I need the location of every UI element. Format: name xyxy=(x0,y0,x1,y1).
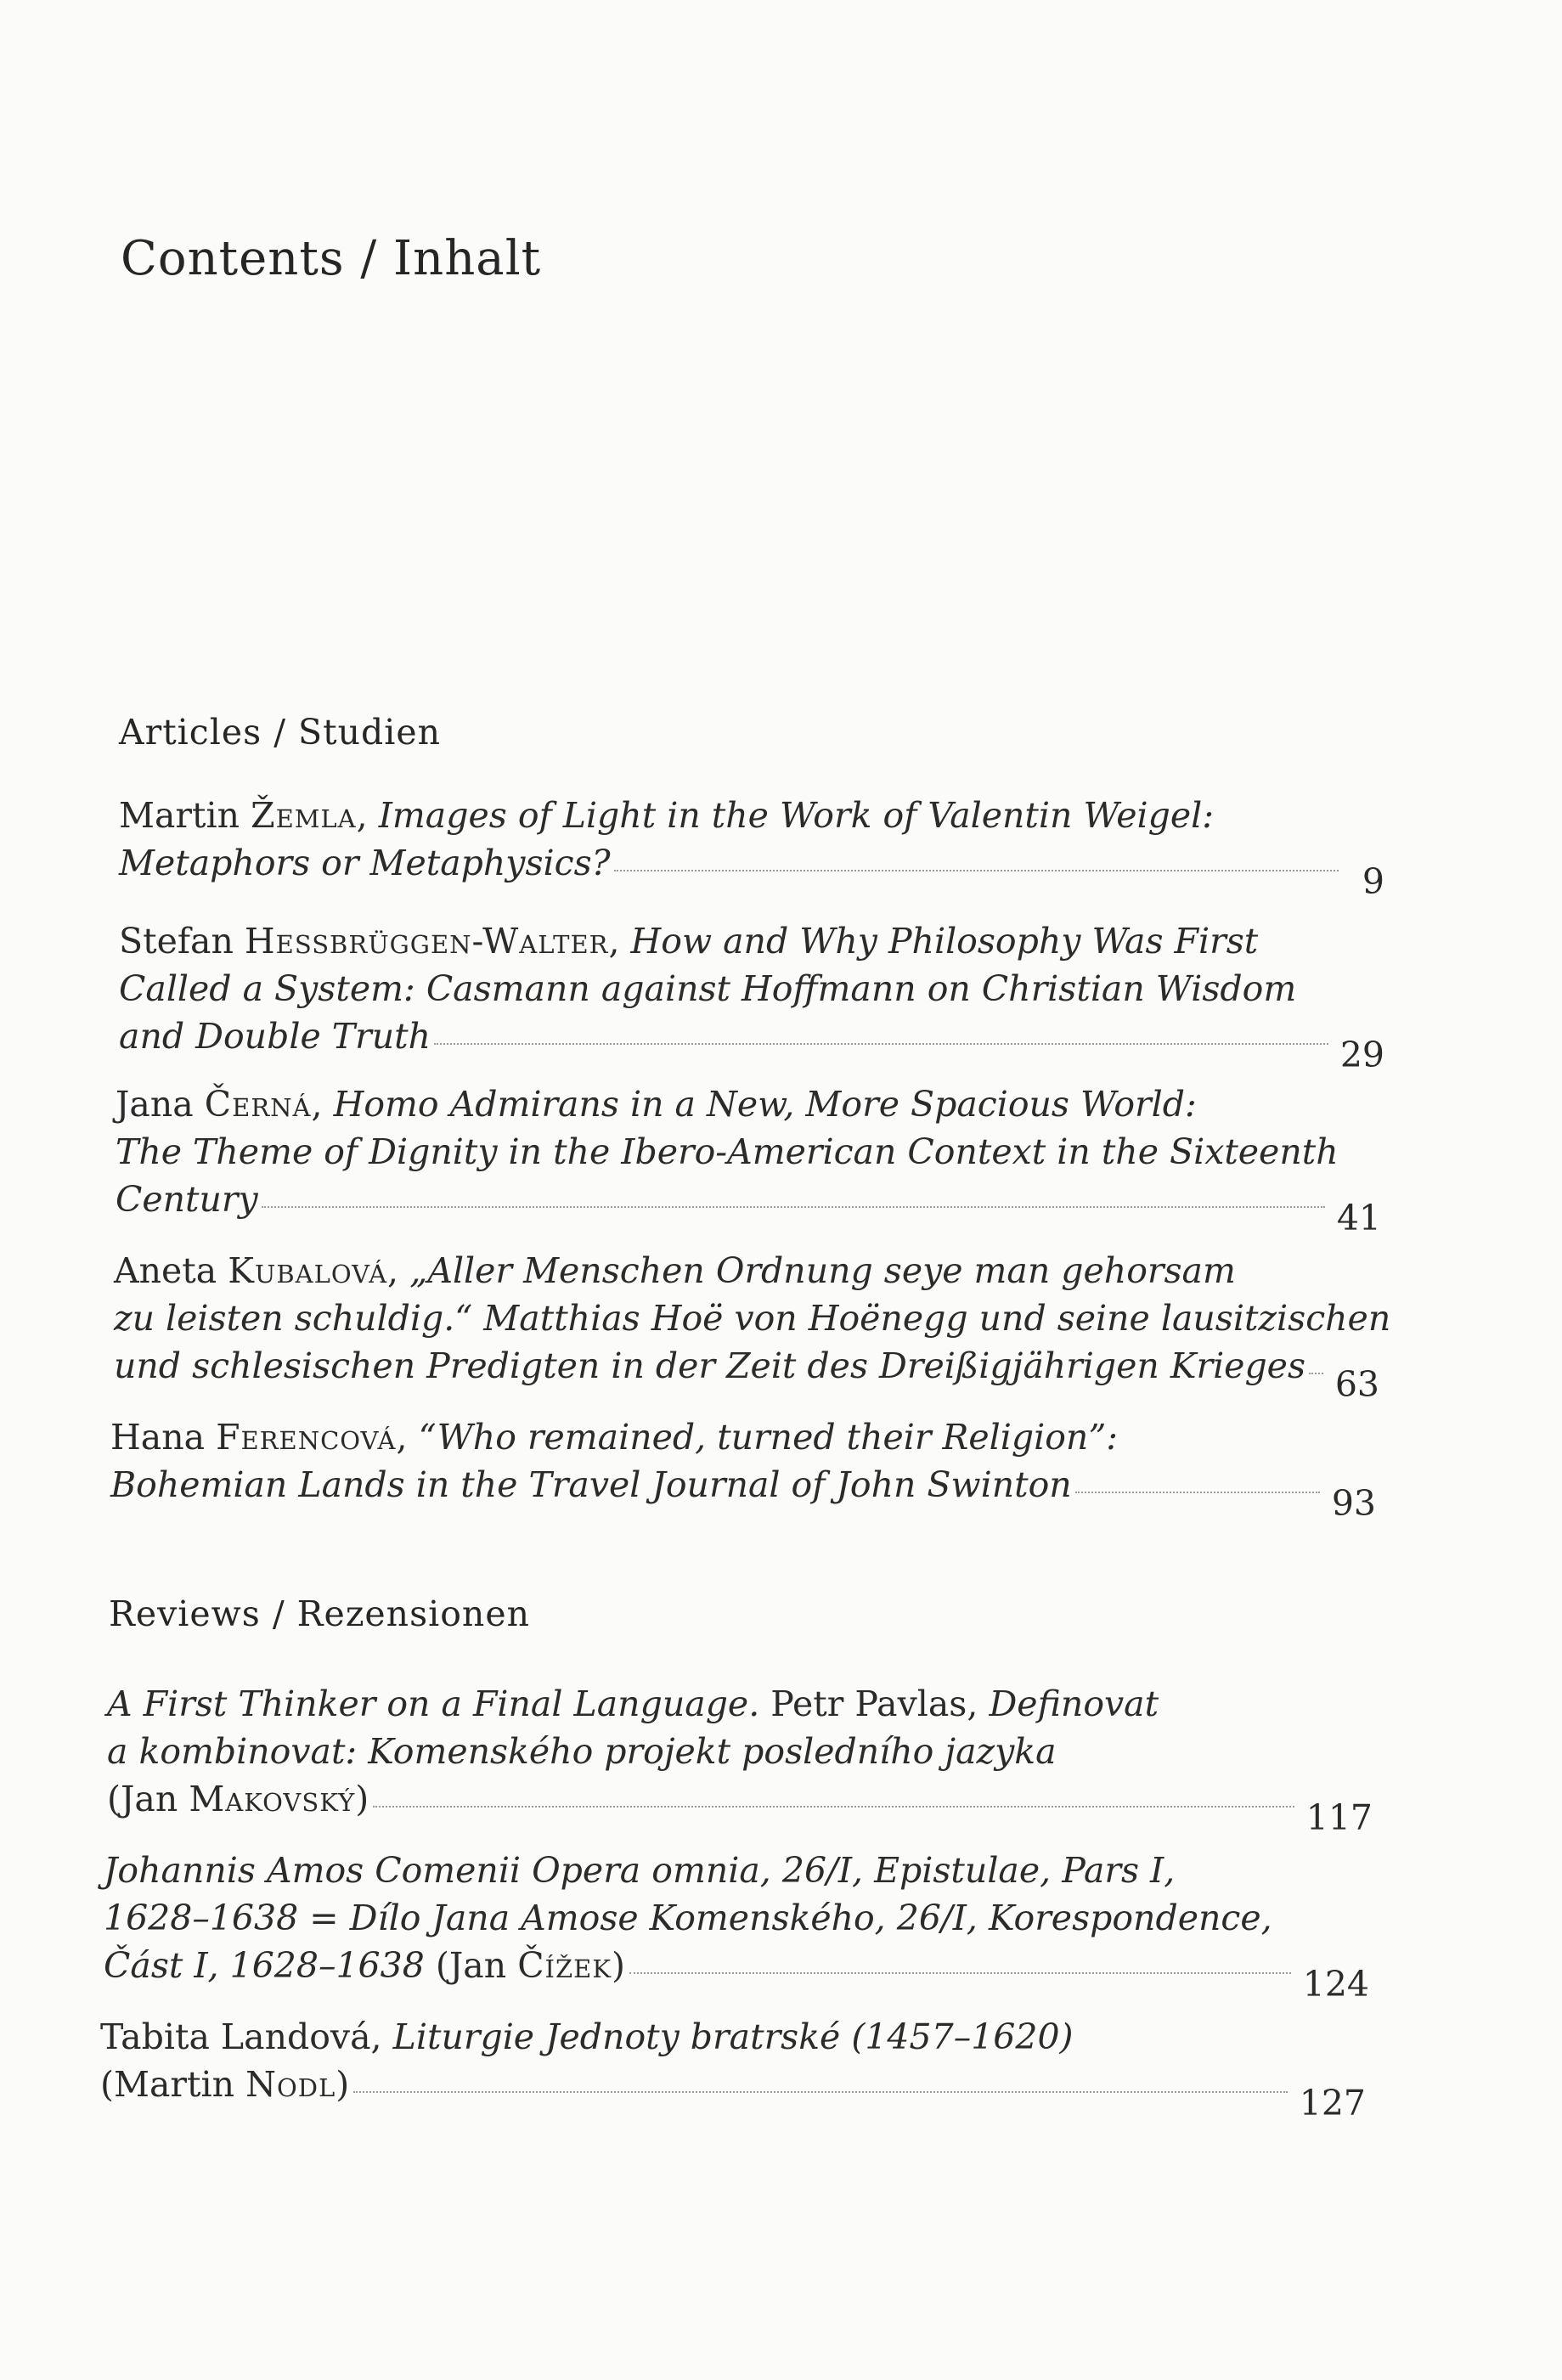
entry-line xyxy=(119,965,1384,1012)
articles-heading: Articles / Studien xyxy=(119,712,442,753)
page-number: 41 xyxy=(1336,1198,1381,1238)
entry-last-line xyxy=(119,1012,1384,1075)
entry-line xyxy=(104,1894,1369,1942)
article-title-cont: The Theme of Dignity in the Ibero-American Context in the Sixteenth xyxy=(116,1131,1339,1172)
author-last: Žemla xyxy=(251,795,357,836)
entry-last-line xyxy=(119,839,1384,902)
author-last: Kubalová xyxy=(228,1250,388,1291)
book-author: Petr Pavlas, xyxy=(770,1683,978,1724)
entry-line: Hana Ferencová, “Who remained, turned their Religion”: xyxy=(110,1417,1119,1458)
page-number: 127 xyxy=(1299,2083,1366,2123)
page-number: 117 xyxy=(1305,1797,1373,1838)
article-title: Homo Admirans in a New, More Spacious World: xyxy=(333,1084,1197,1125)
entry-last-line xyxy=(116,1176,1381,1238)
book-title-cont: a kombinovat: Komenského projekt posledního jazyka xyxy=(107,1731,1057,1772)
dot-leader xyxy=(614,870,1339,871)
toc-entry-review-2[interactable] xyxy=(104,1847,1369,2005)
reviews-heading: Reviews / Rezensionen xyxy=(109,1593,531,1634)
entry-line xyxy=(116,1128,1381,1176)
author-first: Hana xyxy=(110,1417,206,1458)
page-number: 63 xyxy=(1334,1364,1379,1405)
page-number: 124 xyxy=(1302,1964,1369,2005)
article-title-cont: and Double Truth xyxy=(119,1016,431,1057)
toc-entry-article-4[interactable] xyxy=(114,1247,1391,1405)
page-title: Contents / Inhalt xyxy=(121,231,542,286)
entry-line xyxy=(100,2013,1366,2061)
entry-line: Stefan Hessbrüggen-Walter, How and Why Philosophy Was First xyxy=(119,921,1259,962)
book-title: Liturgie Jednoty bratrské (1457–1620) xyxy=(392,2016,1074,2057)
article-title: „Aller Menschen Ordnung seye man gehorsam xyxy=(409,1250,1236,1291)
article-title: “Who remained, turned their Religion”: xyxy=(418,1417,1119,1458)
entry-last-line xyxy=(100,2061,1366,2123)
dot-leader xyxy=(1075,1492,1320,1493)
author-last: Hessbrüggen-Walter xyxy=(244,921,609,962)
author-first: Martin xyxy=(119,795,240,836)
book-author: Tabita Landová, xyxy=(100,2016,382,2057)
book-title: Johannis Amos Comenii Opera omnia, 26/I, Epistulae, Pars I, xyxy=(104,1850,1176,1891)
toc-entry-review-3[interactable] xyxy=(100,2013,1366,2123)
entry-line xyxy=(107,1728,1373,1775)
dot-leader xyxy=(353,2091,1288,2093)
toc-entry-article-3[interactable] xyxy=(116,1080,1381,1238)
book-title-cont: 1628–1638 = Dílo Jana Amose Komenského, 26/I, Korespondence, xyxy=(104,1898,1272,1938)
article-title-cont: und schlesischen Predigten in der Zeit des Dreißigjährigen Krieges xyxy=(114,1345,1305,1386)
toc-entry-article-1[interactable] xyxy=(119,792,1384,902)
author-first: Aneta xyxy=(114,1250,217,1291)
entry-line: Martin Žemla, Images of Light in the Work of Valentin Weigel: xyxy=(119,795,1215,836)
dot-leader xyxy=(262,1206,1325,1208)
review-title: A First Thinker on a Final Language. xyxy=(107,1683,760,1724)
article-title-cont: Century xyxy=(116,1179,258,1220)
article-title: How and Why Philosophy Was First xyxy=(630,921,1259,962)
entry-line: Aneta Kubalová, „Aller Menschen Ordnung seye man gehorsam xyxy=(114,1250,1236,1291)
toc-entry-article-2[interactable] xyxy=(119,917,1384,1075)
toc-entry-article-5[interactable] xyxy=(110,1413,1376,1524)
entry-line: Jana Černá, Homo Admirans in a New, More Spacious World: xyxy=(116,1084,1197,1125)
entry-last-line xyxy=(107,1775,1373,1838)
entry-line xyxy=(104,1847,1369,1894)
page-number: 93 xyxy=(1331,1483,1376,1524)
author-first: Stefan xyxy=(119,921,234,962)
article-title-cont: Metaphors or Metaphysics? xyxy=(119,843,611,883)
toc-entry-review-1[interactable] xyxy=(107,1680,1373,1838)
author-first: Jana xyxy=(116,1084,194,1125)
page-number: 29 xyxy=(1339,1035,1384,1075)
book-title-reviewer: Část I, 1628–1638 (Jan Čížek) xyxy=(104,1945,626,1986)
dot-leader xyxy=(373,1806,1294,1808)
dot-leader xyxy=(434,1043,1328,1045)
book-title: Definovat xyxy=(989,1683,1159,1724)
entry-line xyxy=(107,1680,1373,1728)
article-title-cont: Bohemian Lands in the Travel Journal of John Swinton xyxy=(110,1464,1072,1505)
author-last: Černá xyxy=(204,1084,312,1125)
dot-leader xyxy=(1309,1373,1323,1374)
dot-leader xyxy=(629,1972,1291,1974)
article-title: Images of Light in the Work of Valentin Weigel: xyxy=(378,795,1215,836)
reviewer: (Jan Makovský) xyxy=(107,1779,370,1819)
entry-last-line xyxy=(114,1342,1379,1405)
entry-line xyxy=(114,1294,1391,1342)
entry-last-line xyxy=(104,1942,1369,2005)
page-number: 9 xyxy=(1362,861,1384,902)
article-title-cont: Called a System: Casmann against Hoffmann on Christian Wisdom xyxy=(119,968,1297,1009)
entry-last-line xyxy=(110,1461,1376,1524)
author-last: Ferencová xyxy=(216,1417,397,1458)
reviewer: (Martin Nodl) xyxy=(100,2064,351,2105)
article-title-cont: zu leisten schuldig.“ Matthias Hoë von Hoënegg und seine lausitzischen xyxy=(114,1298,1391,1339)
